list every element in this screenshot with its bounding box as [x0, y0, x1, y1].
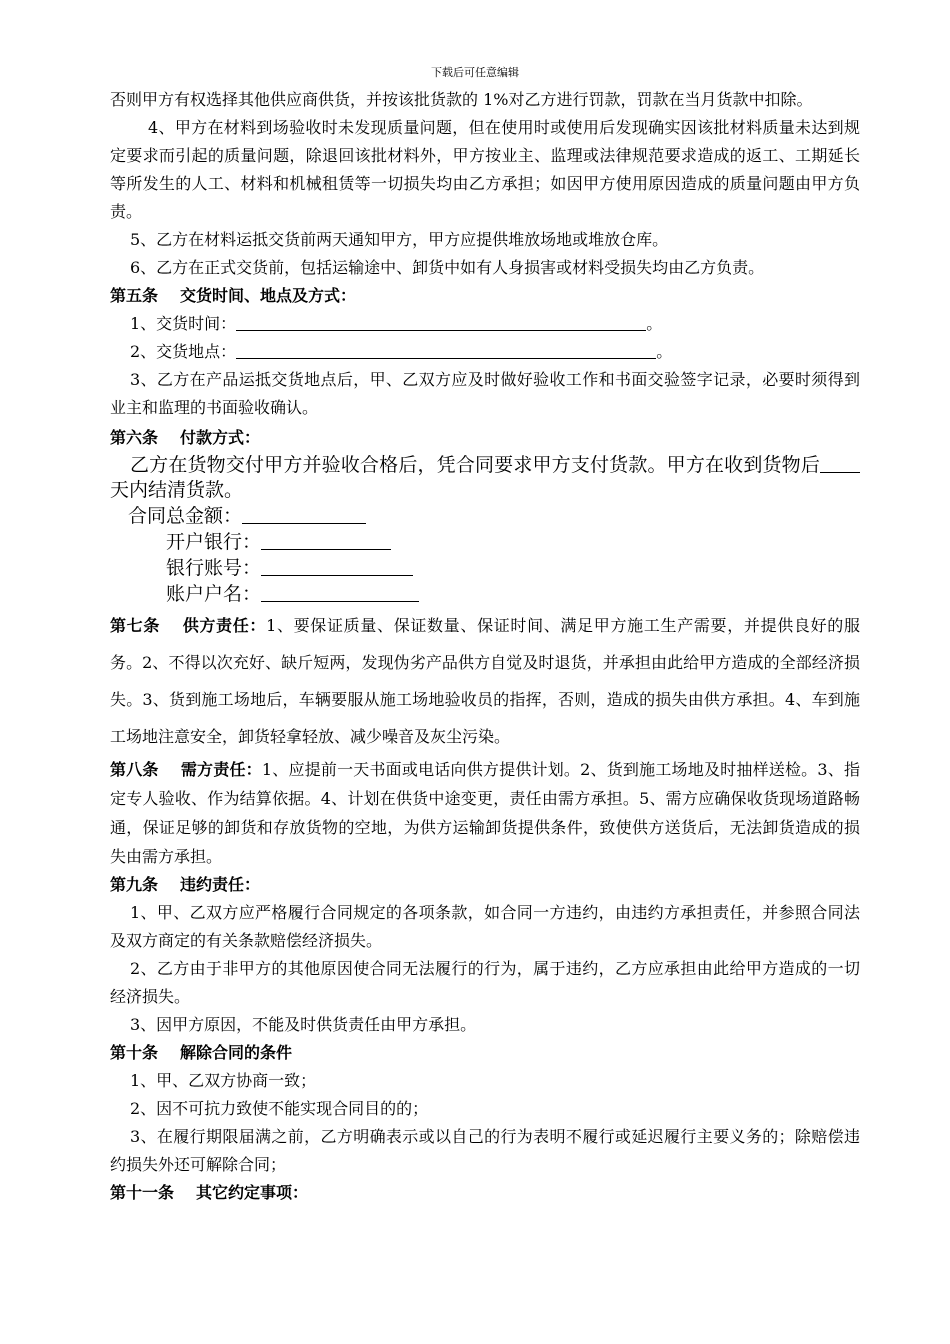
article-6-heading: [110, 424, 860, 452]
payment-terms: [110, 452, 860, 503]
article-11-number: 第十一条: [110, 1183, 175, 1202]
article-7-body: 1、要保证质量、保证数量、保证时间、满足甲方施工生产需要，并提供良好的服务。2、不得以次充好、缺斤短两，发现伪劣产品供方自觉及时退货，并承担由此给甲方造成的全部经济损失。3、货到施工场地后，车辆要服从施工场地验收员的指挥，否则，造成的损失由供方承担。4、车到施工场地注意安全，卸货轻拿轻放、减少噪音及灰尘污染。: [110, 616, 860, 746]
clause-item-4: 4、甲方在材料到场验收时未发现质量问题，但在使用时或使用后发现确实因该批材料质量未达到规定要求而引起的质量问题，除退回该批材料外，甲方按业主、监理或法律规范要求造成的返工、工期延长等所发生的人工、材料和机械租赁等一切损失均由乙方承担；如因甲方使用原因造成的质量问题由甲方负责。: [110, 118, 860, 221]
article-6-title: 付款方式：: [180, 428, 261, 447]
article-9-title: 违约责任：: [180, 875, 261, 894]
holder-blank[interactable]: [261, 581, 419, 602]
article-8-body: 1、应提前一天书面或电话向供方提供计划。2、货到施工场地及时抽样送检。3、指定专人验收、作为结算依据。4、计划在供货中途变更，责任由需方承担。5、需方应确保收货现场道路畅通，保证足够的卸货和存放货物的空地，为供方运输卸货提供条件，致使供方送货后，无法卸货造成的损失由需方承担。: [110, 760, 860, 866]
article-5-title: 交货时间、地点及方式：: [180, 286, 357, 305]
article-7-number: 第七条: [110, 616, 161, 635]
article-5-item-3: 3、乙方在产品运抵交货地点后，甲、乙双方应及时做好验收工作和书面交验签字记录，必要时须得到业主和监理的书面验收确认。: [110, 370, 860, 417]
article-10-item-2: 2、因不可抗力致使不能实现合同目的的；: [130, 1099, 429, 1118]
article-7: [110, 607, 860, 755]
article-8-number: 第八条: [110, 760, 159, 779]
delivery-place-line: [110, 338, 860, 366]
article-9-item-2: 2、乙方由于非甲方的其他原因使合同无法履行的行为，属于违约，乙方应承担由此给甲方造成的一切经济损失。: [110, 959, 860, 1006]
article-9-item-3: 3、因甲方原因，不能及时供货责任由甲方承担。: [130, 1015, 477, 1034]
payment-days-blank[interactable]: [820, 452, 860, 473]
page-header: 下载后可任意编辑: [431, 66, 519, 79]
article-5-heading: [110, 282, 860, 310]
article-10-item-1: 1、甲、乙双方协商一致；: [130, 1071, 317, 1090]
bank-line: [110, 529, 860, 555]
account-line: [110, 555, 860, 581]
contract-total-label: 合同总金额：: [128, 505, 243, 527]
account-label: 银行账号：: [166, 557, 262, 579]
article-10-heading: [110, 1039, 860, 1067]
article-11-title: 其它约定事项：: [196, 1183, 309, 1202]
article-6-number: 第六条: [110, 428, 159, 447]
holder-line: [110, 581, 860, 607]
article-9-number: 第九条: [110, 875, 159, 894]
payment-terms-a: 乙方在货物交付甲方并验收合格后，凭合同要求甲方支付货款。甲方在收到货物后: [130, 454, 820, 476]
account-blank[interactable]: [261, 555, 413, 576]
delivery-time-line: [110, 310, 860, 338]
article-7-title: 供方责任：: [182, 616, 267, 635]
delivery-time-blank[interactable]: [236, 312, 646, 331]
contract-body: [110, 86, 860, 1207]
holder-label: 账户户名：: [166, 583, 262, 605]
article-5-number: 第五条: [110, 286, 159, 305]
delivery-place-label: 2、交货地点：: [130, 342, 237, 361]
article-10-number: 第十条: [110, 1043, 159, 1062]
article-11-heading: [110, 1179, 860, 1207]
bank-blank[interactable]: [261, 529, 391, 550]
payment-terms-b: 天内结清货款。: [110, 479, 244, 501]
delivery-place-end: 。: [656, 342, 673, 361]
article-9-item-1: 1、甲、乙双方应严格履行合同规定的各项条款，如合同一方违约，由违约方承担责任，并参照合同法及双方商定的有关条款赔偿经济损失。: [110, 903, 860, 950]
delivery-time-label: 1、交货时间：: [130, 314, 237, 333]
article-8: [110, 755, 860, 871]
intro-paragraph: 否则甲方有权选择其他供应商供货，并按该批货款的 1%对乙方进行罚款，罚款在当月货款中扣除。: [110, 90, 813, 109]
bank-label: 开户银行：: [166, 531, 262, 553]
clause-item-5: 5、乙方在材料运抵交货前两天通知甲方，甲方应提供堆放场地或堆放仓库。: [130, 230, 669, 249]
contract-total-line: [110, 503, 860, 529]
article-10-item-3: 3、在履行期限届满之前，乙方明确表示或以自己的行为表明不履行或延迟履行主要义务的；除赔偿违约损失外还可解除合同；: [110, 1127, 860, 1174]
article-8-title: 需方责任：: [180, 760, 262, 779]
article-9-heading: [110, 871, 860, 899]
delivery-place-blank[interactable]: [236, 340, 656, 359]
contract-total-blank[interactable]: [242, 503, 366, 524]
delivery-time-end: 。: [646, 314, 663, 333]
clause-item-6: 6、乙方在正式交货前，包括运输途中、卸货中如有人身损害或材料受损失均由乙方负责。: [130, 258, 765, 277]
article-10-title: 解除合同的条件: [180, 1043, 293, 1062]
